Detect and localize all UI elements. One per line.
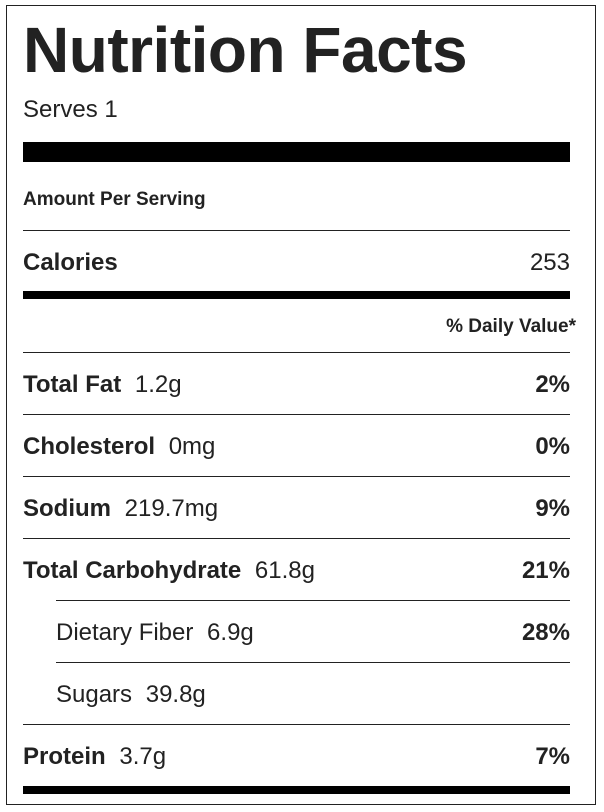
- daily-value-header: % Daily Value*: [446, 316, 576, 337]
- dietary-fiber-row: [56, 621, 570, 645]
- label-title: Nutrition Facts: [23, 14, 468, 86]
- daily-value-percent: 28%: [521, 619, 570, 646]
- nutrient-name: Sugars: [56, 681, 133, 708]
- calories-row: [23, 251, 570, 275]
- calories-value: 253: [529, 249, 570, 276]
- thick-divider: [23, 142, 570, 162]
- daily-value-percent: 0%: [535, 433, 570, 460]
- nutrient-name: Cholesterol: [23, 433, 156, 460]
- daily-value-percent: 9%: [535, 495, 570, 522]
- divider: [23, 414, 570, 415]
- nutrient-amount: 1.2g: [134, 371, 182, 398]
- divider: [23, 724, 570, 725]
- nutrient-amount: 39.8g: [145, 681, 206, 708]
- nutrient-amount: 219.7mg: [124, 495, 219, 522]
- nutrient-name: Dietary Fiber: [56, 619, 194, 646]
- servings-text: Serves 1: [23, 96, 118, 123]
- cholesterol-row: [23, 435, 570, 459]
- total-carbohydrate-row: [23, 559, 570, 583]
- divider: [23, 352, 570, 353]
- nutrient-amount: 3.7g: [119, 743, 167, 770]
- nutrient-name: Sodium: [23, 495, 111, 522]
- calories-label: Calories: [23, 249, 118, 276]
- nutrient-name: Protein: [23, 743, 106, 770]
- nutrient-amount: 61.8g: [254, 557, 315, 584]
- bottom-divider: [23, 786, 570, 794]
- daily-value-percent: 2%: [535, 371, 570, 398]
- amount-per-serving: Amount Per Serving: [23, 189, 206, 210]
- nutrient-name: Total Fat: [23, 371, 122, 398]
- divider: [23, 476, 570, 477]
- sodium-row: [23, 497, 570, 521]
- medium-divider: [23, 291, 570, 299]
- protein-row: [23, 745, 570, 769]
- nutrient-amount: 6.9g: [207, 619, 254, 646]
- daily-value-percent: 21%: [521, 557, 570, 584]
- nutrient-amount: 0mg: [168, 433, 216, 460]
- divider: [23, 538, 570, 539]
- divider: [56, 600, 570, 601]
- total-fat-row: [23, 373, 570, 397]
- divider: [56, 662, 570, 663]
- divider: [23, 230, 570, 231]
- sugars-row: [56, 683, 570, 707]
- nutrient-name: Total Carbohydrate: [23, 557, 242, 584]
- daily-value-percent: 7%: [535, 743, 570, 770]
